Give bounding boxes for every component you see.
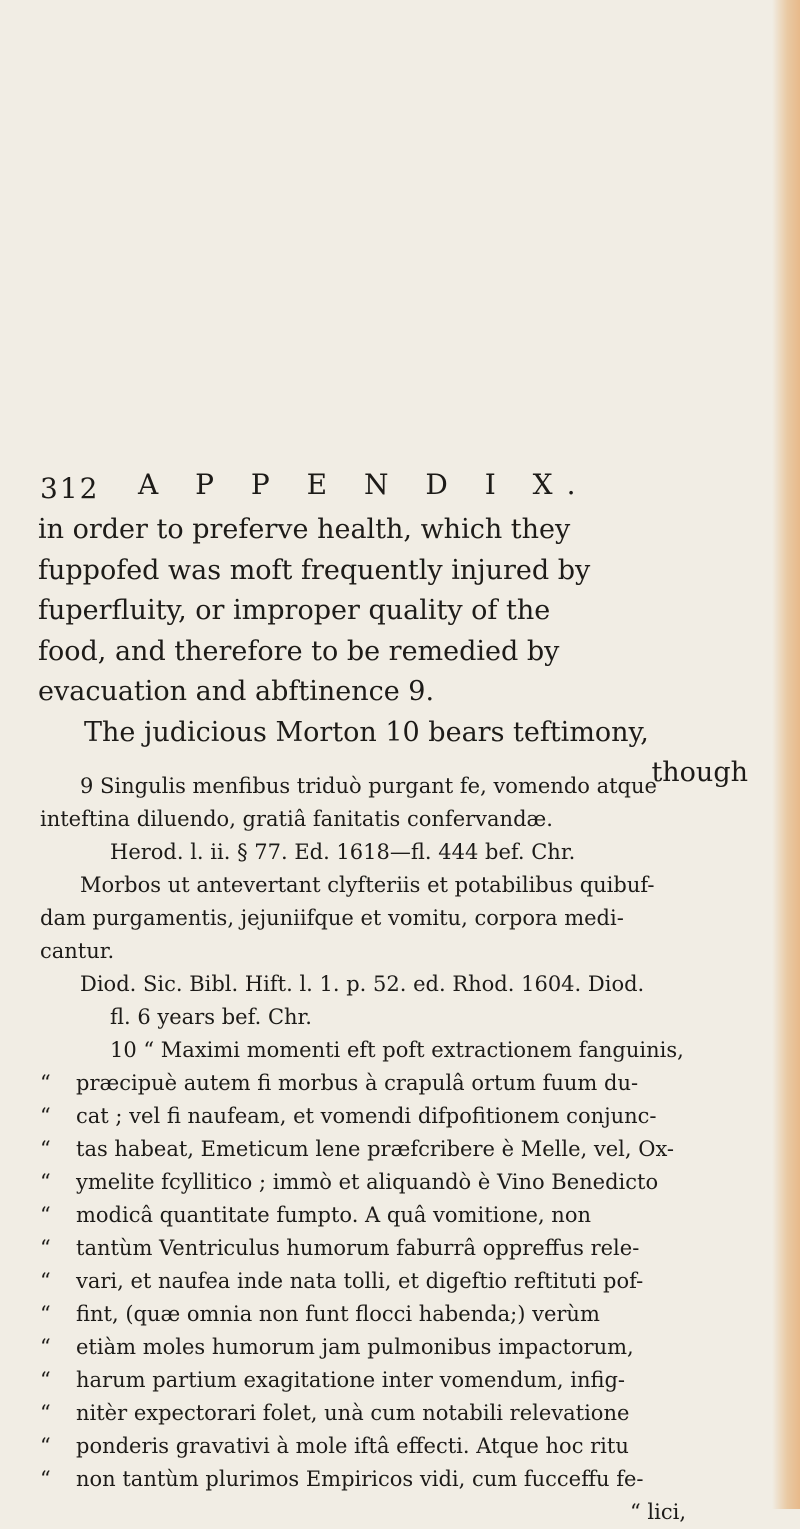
footnote-10-line: “ præcipuè autem fi morbus à crapulâ ortum fuum du- [40,1067,760,1100]
quote-mark: “ [40,1170,51,1194]
quote-mark: “ [40,1269,51,1293]
footnote-9-line: inteftina diluendo, gratiâ fanitatis confervandæ. [40,807,553,831]
footnote-10-line: “ fint, (quæ omnia non funt flocci habenda;) verùm [40,1298,760,1331]
running-title: A P P E N D I X. [138,468,590,501]
footnote-10-line: “ cat ; vel fi naufeam, et vomendi difpofitionem conjunc- [40,1100,760,1133]
quote-mark: “ [40,1071,51,1095]
footnote-9-citation: Herod. l. ii. § 77. Ed. 1618—fl. 444 bef. Chr. [110,840,576,864]
page-edge [772,0,800,1509]
body-line: evacuation and abftinence 9. [38,676,435,707]
footnote-9-line: cantur. [40,939,115,963]
footnote-10-line: 10 “ Maximi momenti eft poft extractionem fanguinis, [110,1038,684,1062]
body-line: fuppofed was moft frequently injured by [38,554,591,586]
footnote-10-line: “ etiàm moles humorum jam pulmonibus impactorum, [40,1331,760,1364]
quote-mark: “ [40,1137,51,1161]
quote-mark: “ [40,1104,51,1128]
footnotes [40,770,760,1529]
footnote-10-line: “ vari, et naufea inde nata tolli, et digeftio reftituti pof- [40,1265,760,1298]
footnote-10-line: “ nitèr expectorari folet, unà cum notabili relevatione [40,1397,760,1430]
page-number: 312 [40,472,100,505]
body-line: The judicious Morton 10 bears teftimony, [84,716,649,748]
footnote-9-line: dam purgamentis, jejuniifque et vomitu, corpora medi- [40,906,624,930]
body-line: food, and therefore to be remedied by [38,635,560,667]
footnote-9-citation: Diod. Sic. Bibl. Hift. l. 1. p. 52. ed. Rhod. 1604. Diod. [80,972,645,996]
footnote-10-line: “ tas habeat, Emeticum lene præfcribere è Melle, vel, Ox- [40,1133,760,1166]
quote-mark: “ [40,1467,51,1491]
footnote-10-line: “ non tantùm plurimos Empiricos vidi, cum fucceffu fe- [40,1463,760,1496]
footnote-10-line: “ ponderis gravativi à mole iftâ effecti. Atque hoc ritu [40,1430,760,1463]
body-line: though [651,757,748,788]
quote-mark: “ [40,1368,51,1392]
quote-mark: “ [40,1302,51,1326]
quote-mark: “ [40,1236,51,1260]
footnote-10-line: “ ymelite fcyllitico ; immò et aliquandò è Vino Benedicto [40,1166,760,1199]
catchword: “ lici, [630,1500,686,1524]
quote-mark: “ [40,1434,51,1458]
footnote-10-line: “ tantùm Ventriculus humorum faburrâ oppreffus rele- [40,1232,760,1265]
footnote-9-citation: fl. 6 years bef. Chr. [110,1005,312,1029]
footnote-10-line: “ modicâ quantitate fumpto. A quâ vomitione, non [40,1199,760,1232]
quote-mark: “ [40,1203,51,1227]
footnote-10-line: “ harum partium exagitatione inter vomendum, infig- [40,1364,760,1397]
body-line: fuperfluity, or improper quality of the [38,595,551,626]
quote-mark: “ [40,1401,51,1425]
running-header [40,468,760,508]
quote-mark: “ [40,1335,51,1359]
footnote-9-line: Morbos ut antevertant clyfteriis et potabilibus quibuf- [80,873,655,897]
body-line: in order to preferve health, which they [38,514,571,545]
main-text [38,510,754,794]
footnote-9-line: 9 Singulis menfibus triduò purgant fe, vomendo atque [80,774,657,798]
